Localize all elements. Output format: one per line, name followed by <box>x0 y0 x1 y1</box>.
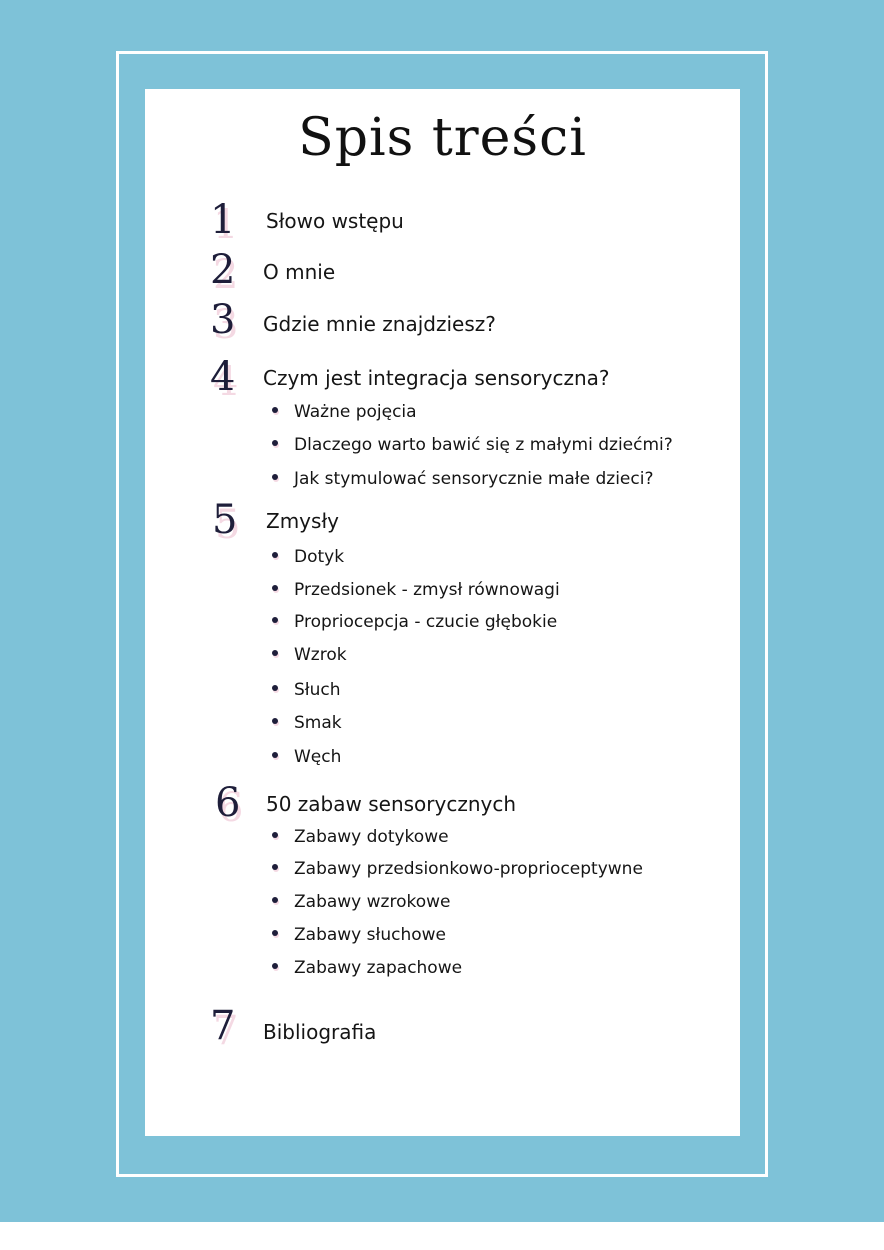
section-number-1: 1 <box>210 197 236 243</box>
bullet-icon <box>272 650 278 656</box>
bullet-icon <box>272 440 278 446</box>
list-item: Dotyk <box>272 549 344 566</box>
bullet-icon <box>272 474 278 480</box>
page-title: Spis treści <box>298 108 587 168</box>
bullet-icon <box>272 930 278 936</box>
section-title-2: O mnie <box>263 260 336 284</box>
section-title-4: Czym jest integracja sensoryczna? <box>263 366 610 390</box>
list-item: Przedsionek - zmysł równowagi <box>272 582 560 599</box>
list-item: Propriocepcja - czucie głębokie <box>272 614 557 631</box>
list-item: Zabawy wzrokowe <box>272 894 451 911</box>
bullet-icon <box>272 864 278 870</box>
bullet-icon <box>272 832 278 838</box>
list-item: Zabawy słuchowe <box>272 927 446 944</box>
section-number-2: 2 <box>210 247 236 293</box>
bullet-icon <box>272 752 278 758</box>
section-title-7: Bibliografia <box>263 1020 377 1044</box>
section-title-6: 50 zabaw sensorycznych <box>266 792 517 816</box>
section-title-5: Zmysły <box>266 509 339 533</box>
bullet-icon <box>272 718 278 724</box>
list-item: Zabawy dotykowe <box>272 829 449 846</box>
bullet-icon <box>272 585 278 591</box>
bullet-icon <box>272 685 278 691</box>
bullet-icon <box>272 897 278 903</box>
list-item: Słuch <box>272 682 341 699</box>
section-number-6: 6 <box>215 780 241 826</box>
list-item: Smak <box>272 715 342 732</box>
bullet-icon <box>272 552 278 558</box>
bullet-icon <box>272 963 278 969</box>
section-number-5: 5 <box>212 497 238 543</box>
list-item: Dlaczego warto bawić się z małymi dziećmi? <box>272 437 673 454</box>
list-item: Zabawy przedsionkowo-proprioceptywne <box>272 861 643 878</box>
section-number-7: 7 <box>210 1003 236 1049</box>
list-item: Ważne pojęcia <box>272 404 417 421</box>
section-title-3: Gdzie mnie znajdziesz? <box>263 312 496 336</box>
bullet-icon <box>272 407 278 413</box>
list-item: Zabawy zapachowe <box>272 960 462 977</box>
section-number-3: 3 <box>210 297 236 343</box>
list-item: Węch <box>272 749 341 766</box>
section-number-4: 4 <box>210 354 236 400</box>
list-item: Wzrok <box>272 647 347 664</box>
list-item: Jak stymulować sensorycznie małe dzieci? <box>272 471 653 488</box>
section-title-1: Słowo wstępu <box>266 209 404 233</box>
bullet-icon <box>272 617 278 623</box>
